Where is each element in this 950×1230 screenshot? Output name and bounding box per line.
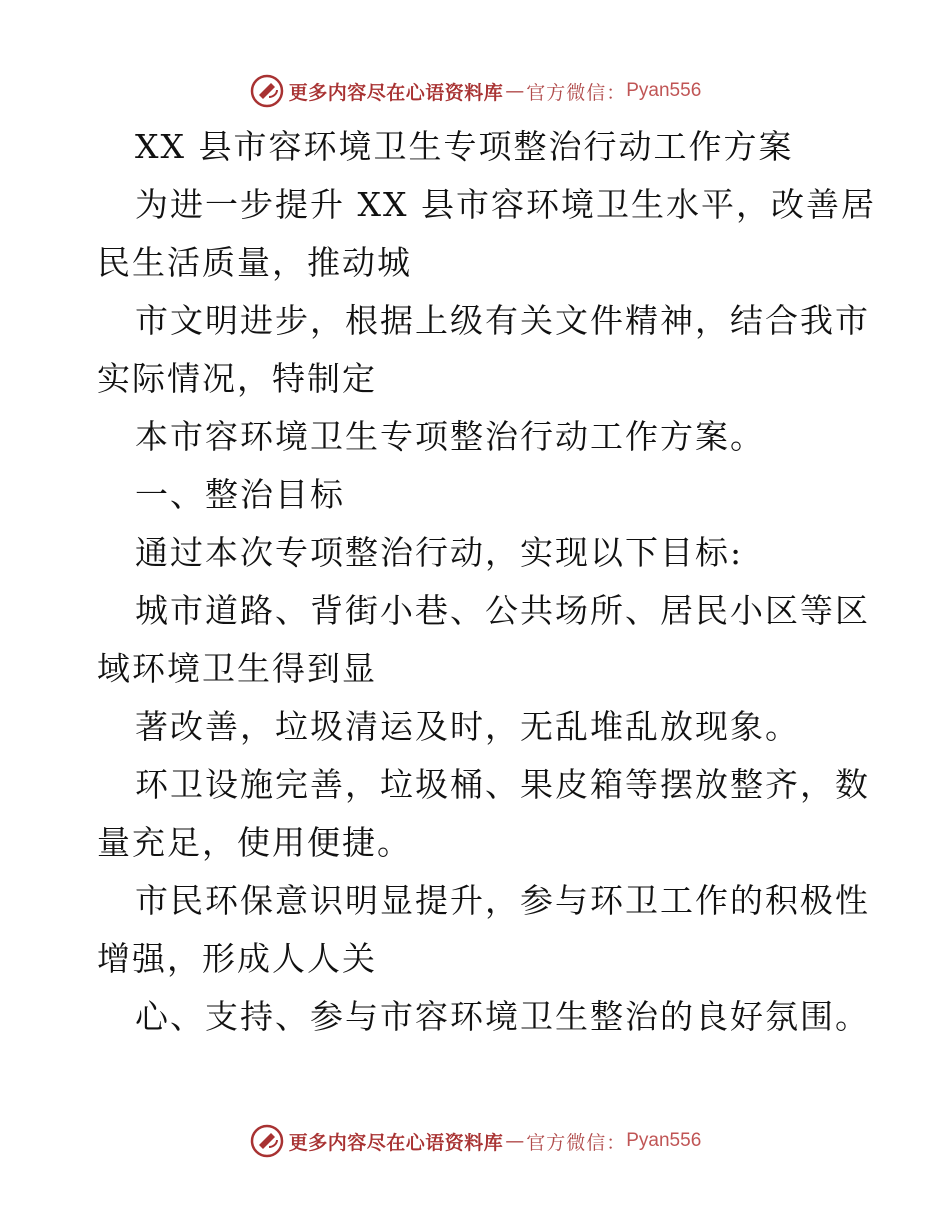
watermark-main-text: 更多内容尽在心语资料库 [288, 1131, 504, 1154]
text-line: 通过本次专项整治行动，实现以下目标: [135, 533, 744, 572]
watermark-dash: — [505, 80, 525, 102]
text-line: 心、支持、参与市容环境卫生整治的良好氛围。 [135, 997, 870, 1036]
text-line: 城市道路、背街小巷、公共场所、居民小区等区 [135, 591, 870, 630]
text-line: 民生活质量，推动城 [97, 243, 412, 282]
watermark-header [0, 71, 950, 111]
text-line: 著改善，垃圾清运及时，无乱堆乱放现象。 [135, 707, 800, 746]
document-body [97, 118, 876, 1046]
text-line: 环卫设施完善，垃圾桶、果皮箱等摆放整齐，数 [135, 765, 870, 804]
document-title: XX 县市容环境卫生专项整治行动工作方案 [135, 127, 794, 166]
section-heading: 一、整治目标 [135, 475, 345, 514]
watermark-footer [0, 1121, 950, 1161]
watermark-main-text: 更多内容尽在心语资料库 [288, 81, 504, 104]
text-line: 量充足，使用便捷。 [97, 823, 412, 862]
watermark-wechat-id: Pyan556 [626, 1130, 702, 1151]
text-line: 为进一步提升 XX 县市容环境卫生水平，改善居 [135, 185, 876, 224]
text-line: 实际情况，特制定 [97, 359, 377, 398]
watermark-label: 官方微信： [526, 1131, 627, 1154]
text-line: 市民环保意识明显提升，参与环卫工作的积极性 [135, 881, 870, 920]
watermark-dash: — [505, 1130, 525, 1152]
text-line: 市文明进步，根据上级有关文件精神，结合我市 [135, 301, 870, 340]
text-line: 本市容环境卫生专项整治行动工作方案。 [135, 417, 765, 456]
logo-icon [249, 73, 285, 109]
watermark-label: 官方微信： [526, 81, 627, 104]
text-line: 增强，形成人人关 [97, 939, 377, 978]
logo-icon [249, 1123, 285, 1159]
text-line: 域环境卫生得到显 [97, 649, 377, 688]
watermark-wechat-id: Pyan556 [626, 80, 702, 101]
